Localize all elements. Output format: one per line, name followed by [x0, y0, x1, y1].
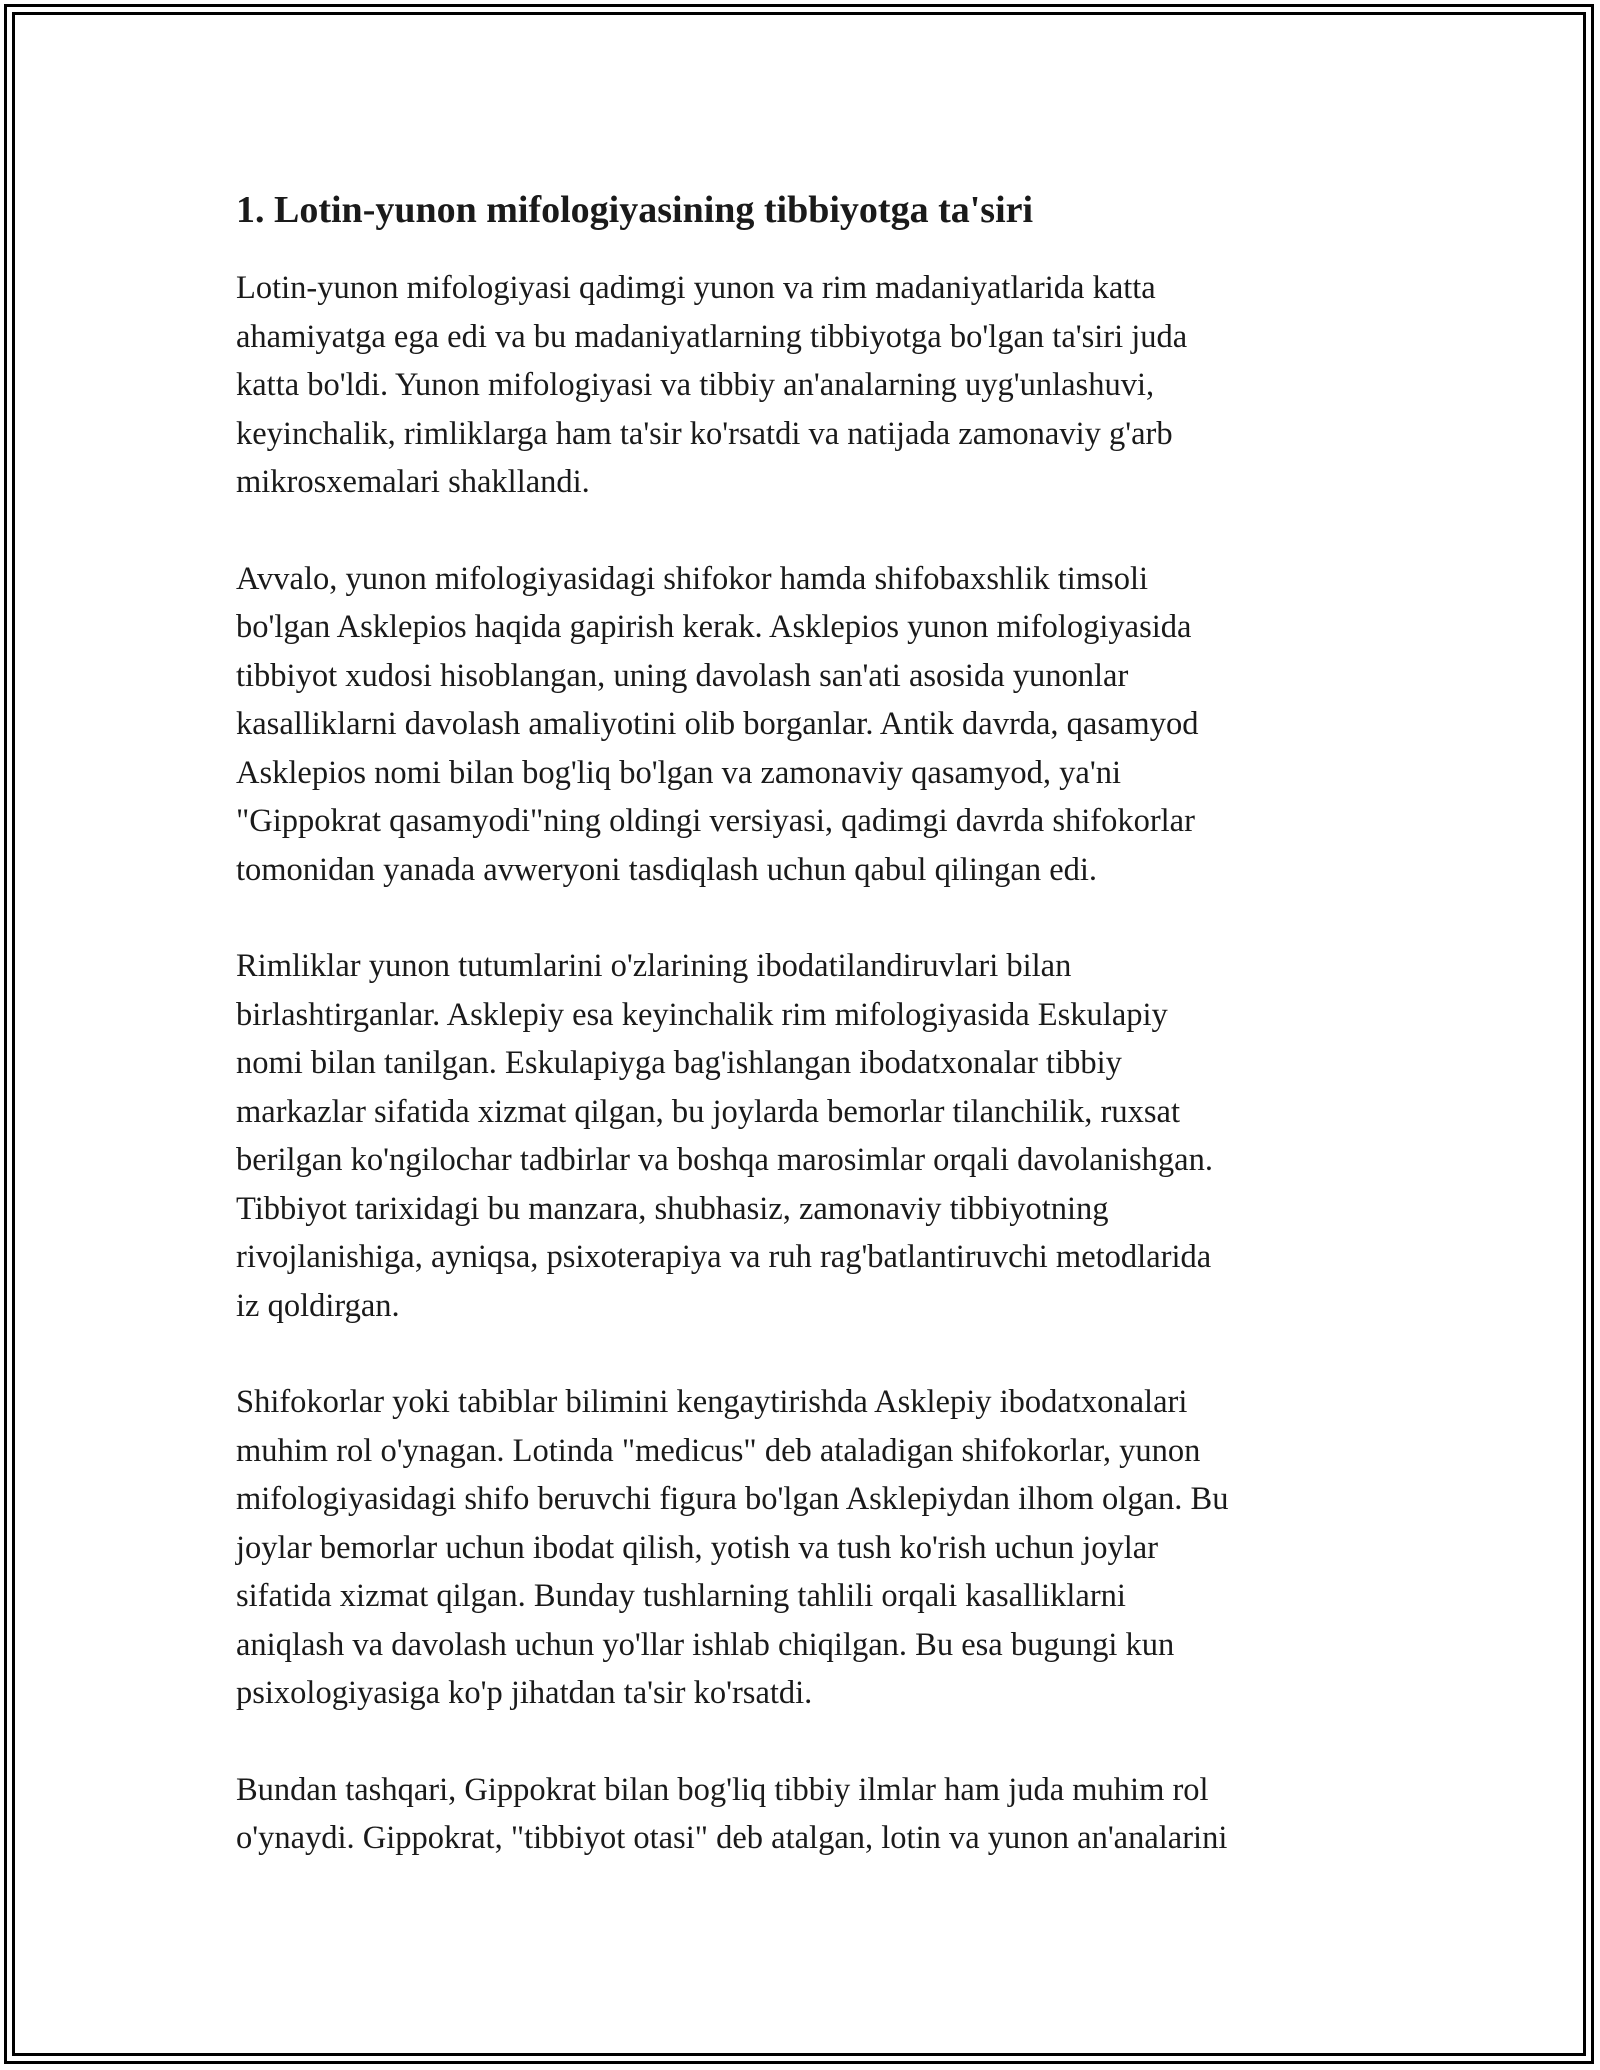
paragraph-1 — [236, 264, 1366, 507]
text-line: nomi bilan tanilgan. Eskulapiyga bag'ishlangan ibodatxonalar tibbiy — [236, 1045, 1122, 1081]
text-line: o'ynaydi. Gippokrat, "tibbiyot otasi" deb atalgan, lotin va yunon an'analarini — [236, 1820, 1228, 1856]
text-line: sifatida xizmat qilgan. Bunday tushlarning tahlili orqali kasalliklarni — [236, 1578, 1126, 1614]
paragraph-2 — [236, 555, 1366, 895]
text-line: Shifokorlar yoki tabiblar bilimini kengaytirishda Asklepiy ibodatxonalari — [236, 1384, 1188, 1420]
text-line: markazlar sifatida xizmat qilgan, bu joylarda bemorlar tilanchilik, ruxsat — [236, 1093, 1180, 1130]
text-line: ahamiyatga ega edi va bu madaniyatlarning tibbiyotga bo'lgan ta'siri juda — [236, 318, 1188, 355]
page-title: 1. Lotin-yunon mifologiyasining tibbiyotga ta'siri — [236, 189, 1034, 231]
text-line: Avvalo, yunon mifologiyasidagi shifokor hamda shifobaxshlik timsoli — [236, 560, 1149, 597]
paragraph-3 — [236, 942, 1366, 1330]
text-line: berilgan ko'ngilochar tadbirlar va boshqa marosimlar orqali davolanishgan. — [236, 1142, 1213, 1178]
text-line: Tibbiyot tarixidagi bu manzara, shubhasiz, zamonaviy tibbiyotning — [236, 1190, 1109, 1227]
text-line: psixologiyasiga ko'p jihatdan ta'sir ko'rsatdi. — [236, 1675, 813, 1711]
text-line: keyinchalik, rimliklarga ham ta'sir ko'rsatdi va natijada zamonaviy g'arb — [236, 415, 1173, 452]
text-line: mifologiyasidagi shifo beruvchi figura bo'lgan Asklepiydan ilhom olgan. Bu — [236, 1481, 1229, 1517]
text-line: tomonidan yanada avweryoni tasdiqlash uchun qabul qilingan edi. — [236, 851, 1098, 888]
text-line: Bundan tashqari, Gippokrat bilan bog'liq tibbiy ilmlar ham juda muhim rol — [236, 1771, 1209, 1808]
text-line: katta bo'ldi. Yunon mifologiyasi va tibbiy an'analarning uyg'unlashuvi, — [236, 367, 1155, 403]
paragraph-5 — [236, 1766, 1366, 1863]
text-line: "Gippokrat qasamyodi"ning oldingi versiyasi, qadimgi davrda shifokorlar — [236, 803, 1195, 839]
text-line: muhim rol o'ynagan. Lotinda "medicus" deb ataladigan shifokorlar, yunon — [236, 1432, 1201, 1469]
text-line: Lotin-yunon mifologiyasi qadimgi yunon va rim madaniyatlarida katta — [236, 270, 1156, 306]
text-line: Asklepios nomi bilan bog'liq bo'lgan va zamonaviy qasamyod, ya'ni — [236, 754, 1121, 791]
text-line: kasalliklarni davolash amaliyotini olib borganlar. Antik davrda, qasamyod — [236, 706, 1199, 742]
text-line: mikrosxemalari shakllandi. — [236, 464, 590, 500]
text-line: iz qoldirgan. — [236, 1287, 400, 1324]
text-line: aniqlash va davolash uchun yo'llar ishlab chiqilgan. Bu esa bugungi kun — [236, 1626, 1175, 1663]
text-line: birlashtirganlar. Asklepiy esa keyinchalik rim mifologiyasida Eskulapiy — [236, 996, 1168, 1033]
text-line: Rimliklar yunon tutumlarini o'zlarining ibodatilandiruvlari bilan — [236, 948, 1072, 984]
text-line: bo'lgan Asklepios haqida gapirish kerak. Asklepios yunon mifologiyasida — [236, 609, 1192, 645]
text-line: rivojlanishiga, ayniqsa, psixoterapiya va ruh rag'batlantiruvchi metodlarida — [236, 1239, 1212, 1275]
text-line: tibbiyot xudosi hisoblangan, uning davolash san'ati asosida yunonlar — [236, 657, 1129, 694]
text-line: joylar bemorlar uchun ibodat qilish, yotish va tush ko'rish uchun joylar — [236, 1529, 1159, 1566]
paragraph-4 — [236, 1378, 1366, 1718]
document-body — [236, 186, 1366, 1911]
